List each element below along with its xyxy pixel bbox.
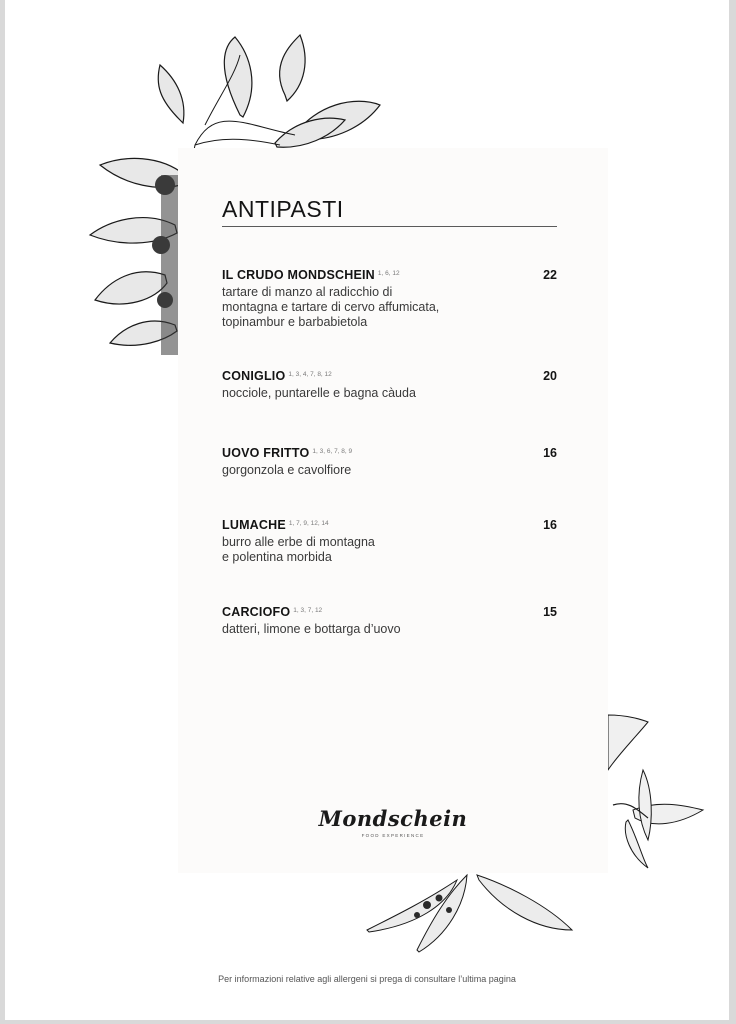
item-description bbox=[222, 535, 557, 565]
allergen-codes: 1, 3, 7, 12 bbox=[293, 607, 323, 614]
item-name: IL CRUDO MONDSCHEIN bbox=[222, 268, 375, 282]
brand-logo bbox=[178, 806, 608, 838]
allergen-codes: 1, 3, 4, 7, 8, 12 bbox=[288, 371, 332, 378]
item-name: CONIGLIO bbox=[222, 369, 286, 383]
item-name: LUMACHE bbox=[222, 518, 286, 532]
item-price: 16 bbox=[543, 446, 557, 460]
item-description bbox=[222, 386, 557, 401]
item-price: 15 bbox=[543, 605, 557, 619]
description-line: tartare di manzo al radicchio di bbox=[222, 285, 393, 299]
title-divider bbox=[222, 226, 557, 227]
description-line: gorgonzola e cavolfiore bbox=[222, 463, 352, 477]
description-line: e polentina morbida bbox=[222, 550, 332, 564]
logo-tagline: FOOD EXPERIENCE bbox=[361, 833, 425, 838]
item-price: 16 bbox=[543, 518, 557, 532]
menu-item bbox=[222, 603, 557, 637]
menu-item bbox=[222, 266, 557, 330]
logo-wordmark: Mondschein bbox=[318, 806, 468, 831]
allergen-codes: 1, 3, 6, 7, 8, 9 bbox=[312, 448, 353, 455]
description-line: nocciole, puntarelle e bagna càuda bbox=[222, 386, 416, 400]
botanical-illustration-bottom bbox=[357, 860, 607, 960]
item-price: 22 bbox=[543, 268, 557, 282]
item-price: 20 bbox=[543, 369, 557, 383]
item-description bbox=[222, 463, 557, 478]
description-line: montagna e tartare di cervo affumicata, bbox=[222, 300, 440, 314]
allergen-codes: 1, 7, 9, 12, 14 bbox=[288, 520, 329, 527]
menu-panel bbox=[178, 148, 608, 873]
description-line: burro alle erbe di montagna bbox=[222, 535, 375, 549]
botanical-illustration-right bbox=[608, 710, 708, 880]
menu-page bbox=[5, 0, 729, 1020]
description-line: datteri, limone e bottarga d’uovo bbox=[222, 622, 401, 636]
item-description bbox=[222, 285, 557, 330]
item-name: CARCIOFO bbox=[222, 605, 291, 619]
item-name: UOVO FRITTO bbox=[222, 446, 310, 460]
item-description bbox=[222, 622, 557, 637]
menu-item bbox=[222, 516, 557, 565]
leaves-icon bbox=[608, 710, 708, 880]
section-title: ANTIPASTI bbox=[222, 196, 344, 222]
menu-item bbox=[222, 444, 557, 478]
leaves-icon bbox=[357, 860, 607, 960]
allergen-codes: 1, 6, 12 bbox=[377, 270, 400, 277]
description-line: topinambur e barbabietola bbox=[222, 315, 368, 329]
allergen-footer-note: Per informazioni relative agli allergeni si prega di consultare l’ultima pagina bbox=[218, 974, 516, 984]
menu-item bbox=[222, 367, 557, 401]
